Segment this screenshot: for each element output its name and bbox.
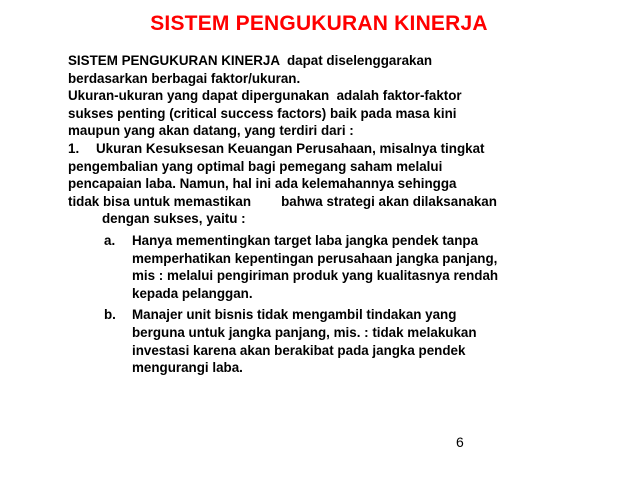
sub-item-b (68, 306, 588, 376)
sub-item-b-text (132, 306, 588, 376)
item1-line-4-right: bahwa strategi akan dilaksanakan (281, 193, 497, 209)
sub-item-a-line-1: Hanya mementingkan target laba jangka pendek tanpa (132, 232, 479, 248)
item1-line-4-left: tidak bisa untuk memastikan (68, 193, 252, 209)
sub-item-a-line-4: kepada pelanggan. (132, 285, 253, 301)
item1-line-3: pencapaian laba. Namun, hal ini ada kelemahannya sehingga (68, 176, 457, 192)
intro-line-1: SISTEM PENGUKURAN KINERJA dapat diselenggarakan (68, 53, 433, 68)
sub-item-b-line-4: mengurangi laba. (132, 360, 243, 376)
para2-line-2: sukses penting (critical success factors) baik pada masa kini (68, 105, 457, 121)
item1-first-line (68, 140, 588, 158)
page-number: 6 (456, 434, 464, 450)
sub-item-b-line-1: Manajer unit bisnis tidak mengambil tindakan yang (132, 307, 457, 323)
intro-line-2: berdasarkan berbagai faktor/ukuran. (68, 70, 301, 86)
sub-item-b-line-3: investasi karena akan berakibat pada jangka pendek (132, 342, 466, 358)
sub-item-a-text (132, 232, 588, 302)
slide-body (68, 52, 588, 377)
sub-item-a-line-2: memperhatikan kepentingan perusahaan jangka panjang, (132, 250, 498, 266)
item1-line-2: pengembalian yang optimal bagi pemegang saham melalui (68, 158, 443, 174)
para2-line-3: maupun yang akan datang, yang terdiri dari : (68, 123, 354, 139)
sub-item-a-line-3: mis : melalui pengiriman produk yang kualitasnya rendah (132, 268, 499, 284)
item1-line-4 (68, 193, 588, 211)
item1-last-line: dengan sukses, yaitu : (102, 211, 246, 227)
slide-title: SISTEM PENGUKURAN KINERJA (150, 12, 488, 35)
item1-number: 1. (68, 140, 80, 156)
sub-item-b-marker: b. (104, 307, 116, 323)
sub-item-b-line-2: berguna untuk jangka panjang, mis. : tidak melakukan (132, 324, 477, 340)
para2-line-1: Ukuran-ukuran yang dapat dipergunakan adalah faktor-faktor (68, 88, 462, 104)
sub-item-a (68, 232, 588, 302)
sub-item-a-marker: a. (104, 232, 116, 248)
item1-first-text: Ukuran Kesuksesan Keuangan Perusahaan, misalnya tingkat (96, 140, 485, 156)
